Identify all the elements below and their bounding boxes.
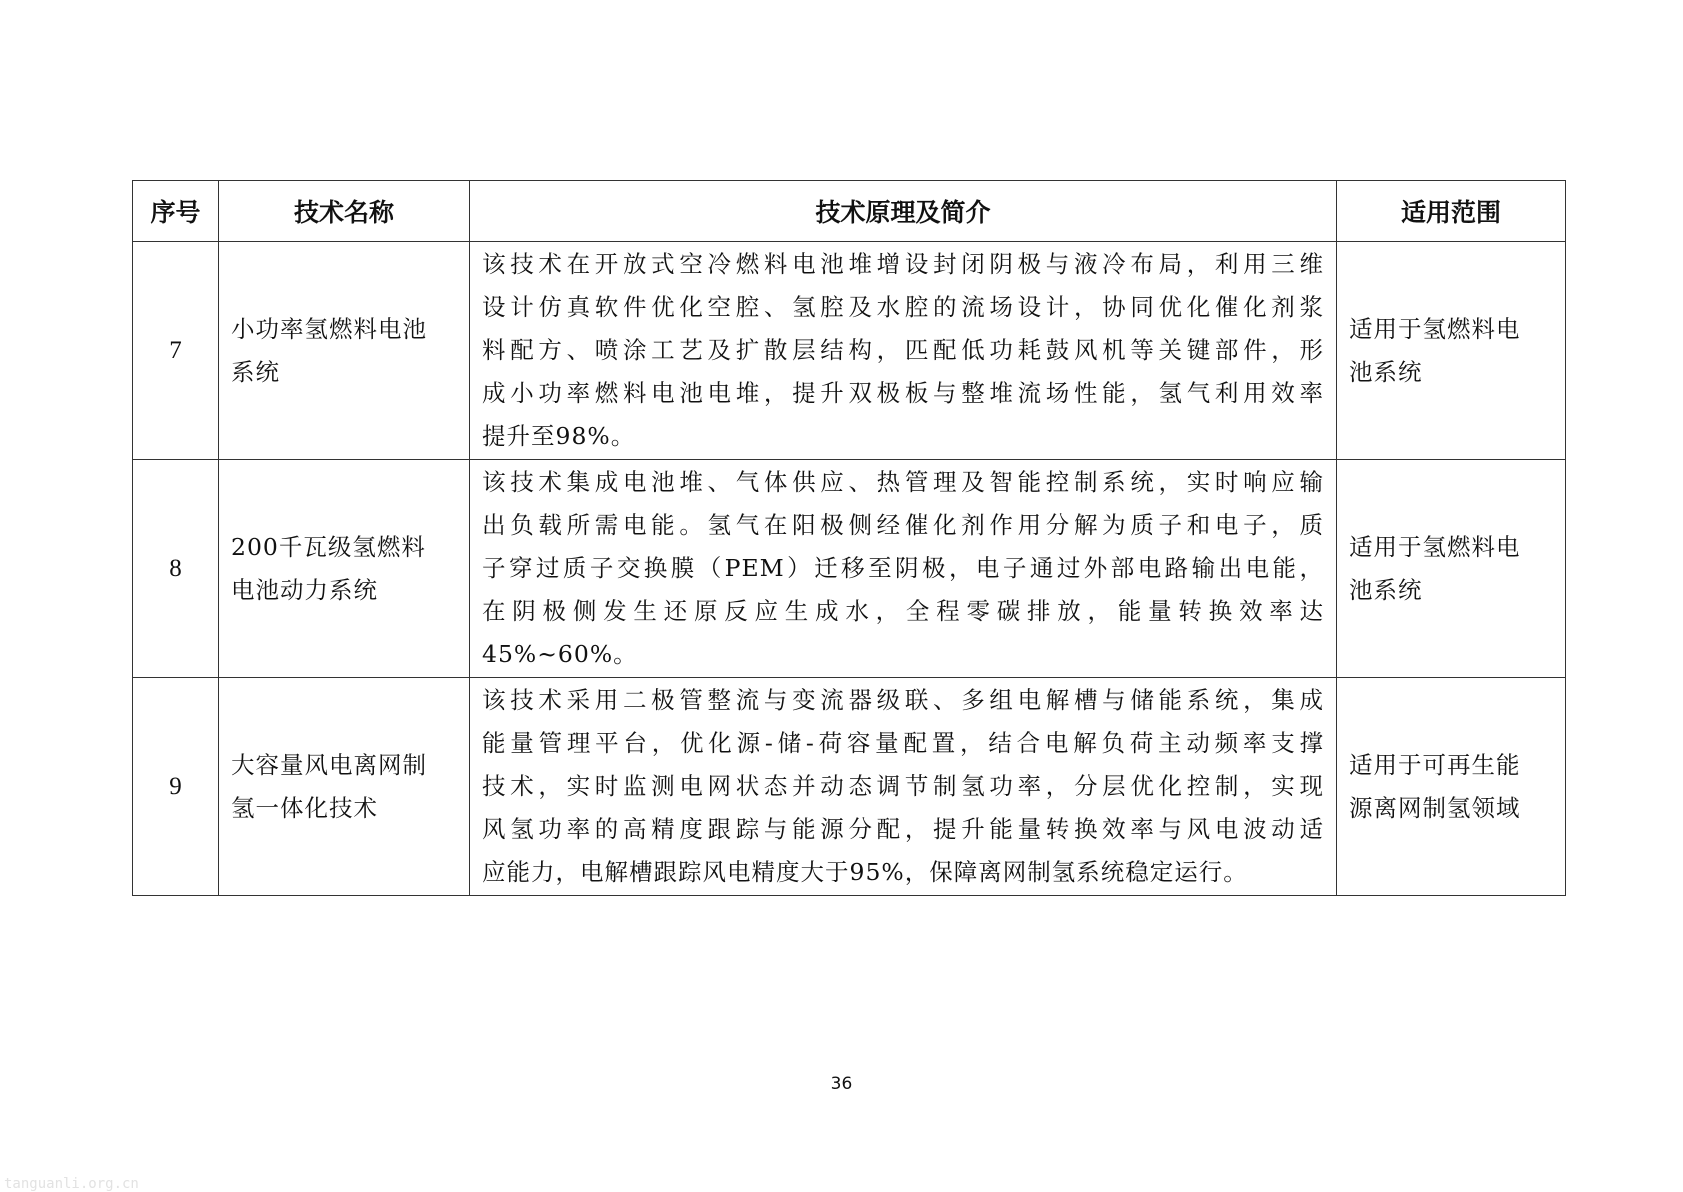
header-no: 序号 [133, 181, 219, 242]
technology-description [470, 678, 1337, 896]
application-scope-line: 适用于氢燃料电 [1349, 314, 1521, 343]
page-number: 36 [830, 1074, 853, 1094]
table-row [133, 242, 1566, 460]
application-scope [1337, 460, 1566, 678]
technology-name-line: 系统 [231, 357, 280, 386]
technology-description [470, 242, 1337, 460]
technology-description-line: 料配方、喷涂工艺及扩散层结构，匹配低功耗鼓风机等关键部件，形 [482, 336, 1324, 364]
row-number: 9 [133, 678, 219, 896]
table-header-row [133, 181, 1566, 242]
row-number: 7 [133, 242, 219, 460]
technology-description-line: 该技术采用二极管整流与变流器级联、多组电解槽与储能系统，集成 [482, 686, 1324, 714]
header-name: 技术名称 [219, 181, 470, 242]
application-scope-line: 源离网制氢领域 [1349, 793, 1521, 822]
header-scope: 适用范围 [1337, 181, 1566, 242]
technology-description-line: 成小功率燃料电池电堆，提升双极板与整堆流场性能，氢气利用效率 [482, 379, 1324, 407]
application-scope [1337, 678, 1566, 896]
technology-description-line: 风氢功率的高精度跟踪与能源分配，提升能量转换效率与风电波动适 [482, 815, 1324, 843]
application-scope-line: 池系统 [1349, 357, 1423, 386]
technology-description-line: 技术，实时监测电网状态并动态调节制氢功率，分层优化控制，实现 [482, 772, 1324, 800]
application-scope-line: 适用于氢燃料电 [1349, 532, 1521, 561]
technology-description-line: 出负载所需电能。氢气在阳极侧经催化剂作用分解为质子和电子，质 [482, 511, 1324, 539]
table-row [133, 678, 1566, 896]
technology-name [219, 678, 470, 896]
technology-name-line: 电池动力系统 [231, 575, 378, 604]
header-description: 技术原理及简介 [470, 181, 1337, 242]
table-row [133, 460, 1566, 678]
technology-name [219, 460, 470, 678]
technology-table [132, 180, 1566, 896]
technology-name-line: 氢一体化技术 [231, 793, 378, 822]
technology-description-line: 提升至98%。 [482, 422, 636, 450]
technology-description-line: 该技术在开放式空冷燃料电池堆增设封闭阴极与液冷布局，利用三维 [482, 250, 1324, 278]
technology-description-line: 子穿过质子交换膜（PEM）迁移至阴极，电子通过外部电路输出电能， [482, 554, 1324, 582]
watermark: tanguanli.org.cn [4, 1176, 139, 1192]
technology-description [470, 460, 1337, 678]
technology-description-line: 在阴极侧发生还原反应生成水，全程零碳排放，能量转换效率达 [482, 597, 1324, 625]
technology-description-line: 设计仿真软件优化空腔、氢腔及水腔的流场设计，协同优化催化剂浆 [482, 293, 1324, 321]
row-number: 8 [133, 460, 219, 678]
technology-name [219, 242, 470, 460]
application-scope-line: 池系统 [1349, 575, 1423, 604]
application-scope-line: 适用于可再生能 [1349, 750, 1521, 779]
technology-name-line: 大容量风电离网制 [231, 750, 427, 779]
technology-name-line: 小功率氢燃料电池 [231, 314, 427, 343]
application-scope [1337, 242, 1566, 460]
technology-description-line: 该技术集成电池堆、气体供应、热管理及智能控制系统，实时响应输 [482, 468, 1324, 496]
technology-name-line: 200千瓦级氢燃料 [231, 532, 426, 561]
technology-description-line: 应能力，电解槽跟踪风电精度大于95%，保障离网制氢系统稳定运行。 [482, 858, 1248, 886]
technology-description-line: 45%~60%。 [482, 640, 638, 668]
technology-description-line: 能量管理平台，优化源-储-荷容量配置，结合电解负荷主动频率支撑 [482, 729, 1324, 757]
